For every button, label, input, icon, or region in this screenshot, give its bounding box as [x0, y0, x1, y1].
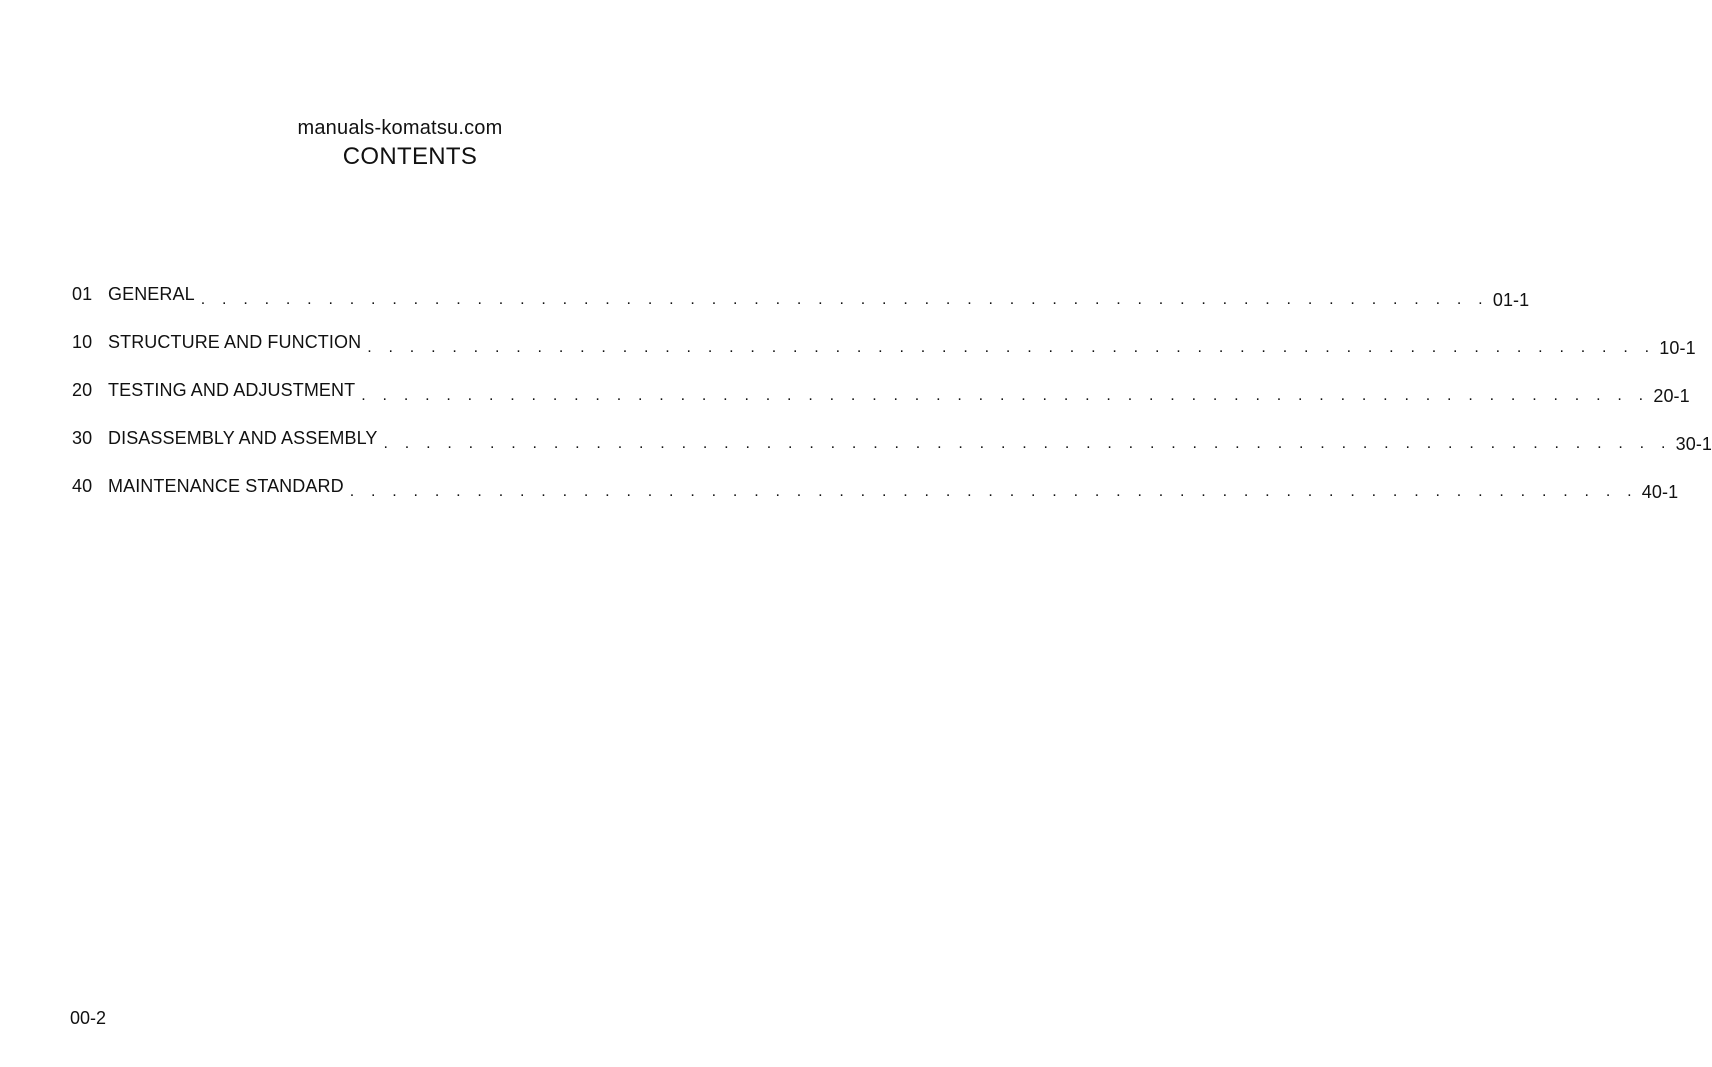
toc-entry-page: 40-1 [1641, 482, 1679, 502]
dot-leader: . . . . . . . . . . . . . . . . . . . . . . . . . . . . . . . . . . . . . . . . . . . . . . . . . . . . . . . . . . . . . [367, 339, 1656, 356]
toc-entry-page: 30-1 [1675, 434, 1712, 454]
toc-entry-structure-and-function[interactable] [72, 332, 1696, 380]
dot-leader: . . . . . . . . . . . . . . . . . . . . . . . . . . . . . . . . . . . . . . . . . . . . . . . . . . . . . . . . . . . . . [200, 291, 1489, 308]
toc-entry-title: DISASSEMBLY AND ASSEMBLY [108, 428, 378, 448]
toc-entry-number: 10 [72, 332, 93, 352]
toc-entry-number: 30 [72, 428, 93, 448]
dot-leader: . . . . . . . . . . . . . . . . . . . . . . . . . . . . . . . . . . . . . . . . . . . . . . . . . . . . . . . . . . . . . [349, 483, 1638, 500]
page-number: 00-2 [70, 1008, 107, 1028]
toc-entry-number: 20 [72, 380, 93, 400]
toc-entry-title: MAINTENANCE STANDARD [108, 476, 344, 496]
toc-entry-page: 10-1 [1659, 338, 1696, 358]
dot-leader: . . . . . . . . . . . . . . . . . . . . . . . . . . . . . . . . . . . . . . . . . . . . . . . . . . . . . . . . . . . . . [361, 387, 1650, 404]
toc-entry-maintenance-standard[interactable] [72, 476, 1679, 524]
toc-entry-number: 40 [72, 476, 93, 496]
toc-entry-title: STRUCTURE AND FUNCTION [108, 332, 362, 352]
toc-entry-title: TESTING AND ADJUSTMENT [108, 380, 356, 400]
toc-entry-number: 01 [72, 284, 93, 304]
toc-entry-title: GENERAL [108, 284, 195, 304]
table-of-contents [72, 284, 1712, 524]
toc-entry-page: 20-1 [1653, 386, 1690, 406]
toc-entry-testing-and-adjustment[interactable] [72, 380, 1690, 428]
page-title: CONTENTS [342, 143, 478, 170]
toc-entry-page: 01-1 [1492, 290, 1530, 310]
site-url: manuals-komatsu.com [297, 117, 503, 139]
toc-entry-disassembly-and-assembly[interactable] [72, 428, 1712, 476]
toc-entry-general[interactable] [72, 284, 1530, 332]
dot-leader: . . . . . . . . . . . . . . . . . . . . . . . . . . . . . . . . . . . . . . . . . . . . . . . . . . . . . . . . . . . . . [383, 435, 1672, 452]
